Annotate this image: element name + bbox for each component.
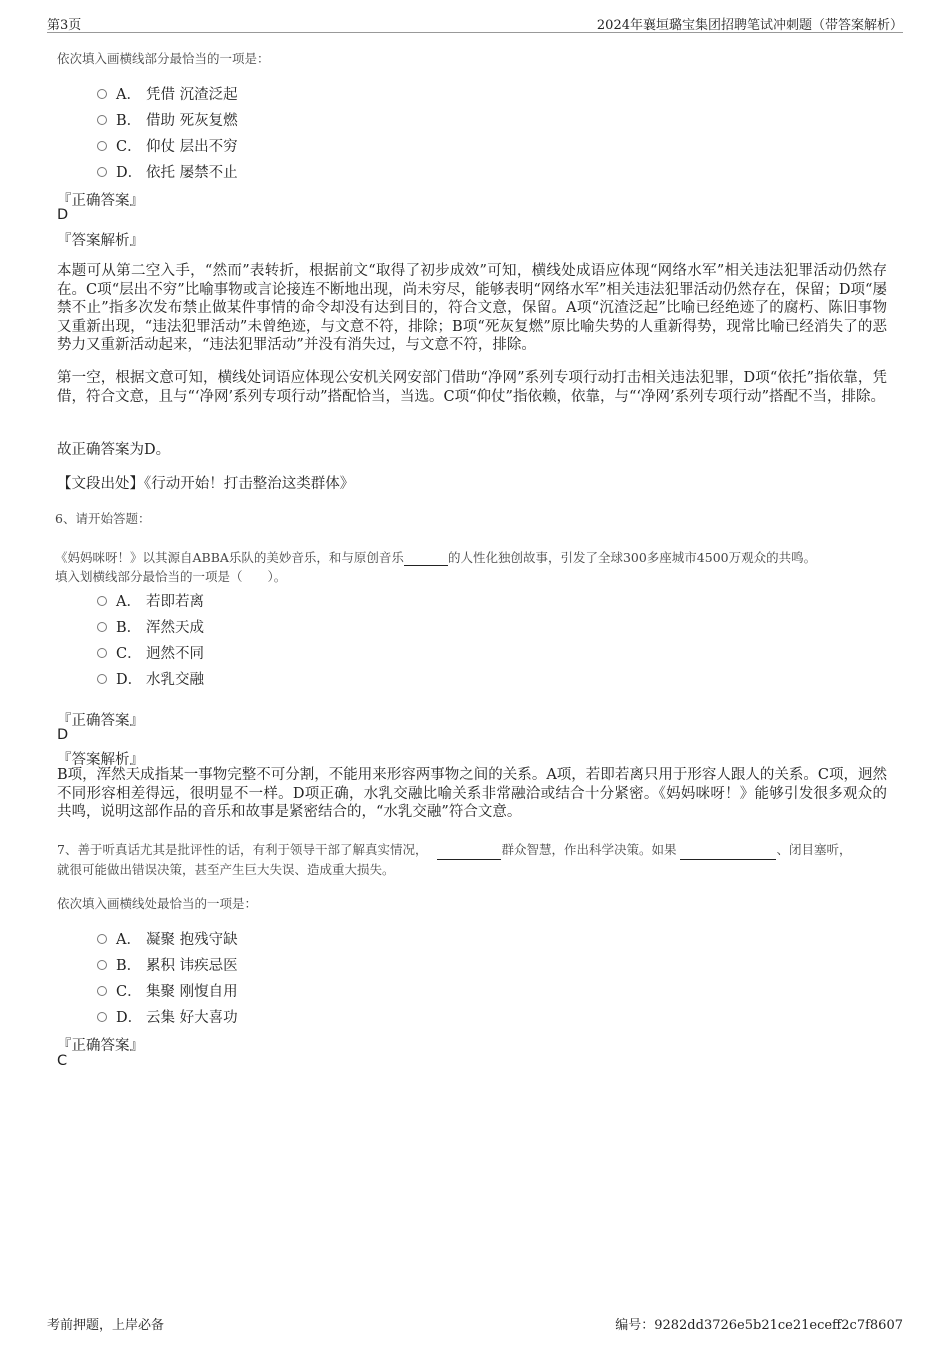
q6-analysis: B项，浑然天成指某一事物完整不可分割，不能用来形容两事物之间的关系。A项，若即若离只用于形容人跟人的关系。C项，迥然不同形容相差得远，很明显不一样。D项正确，水乳交融比喻关系非常融洽或结合十分紧密。《妈妈咪呀！》能够引发很多观众的共鸣，说明这部作品的音乐和故事是紧密结合的，“水乳交融”符合文意。 [57, 767, 887, 820]
radio-icon[interactable] [97, 167, 107, 177]
radio-icon[interactable] [97, 1012, 107, 1022]
page-number: 第3页 [47, 18, 82, 33]
q6-answer: D [57, 727, 69, 743]
q5-analysis-p2: 第一空，根据文意可知，横线处词语应体现公安机关网安部门借助“净网”系列专项行动打击相关违法犯罪，D项“依托”指依靠，凭借，符合文意，且与“‘净网’系列专项行动”搭配恰当，当选。C项“仰仗”指依赖，依靠，与“‘净网’系列专项行动”搭配不当，排除。 [57, 370, 887, 405]
radio-icon[interactable] [97, 960, 107, 970]
blank-line [404, 550, 448, 566]
q6-instruction: 填入划横线部分最恰当的一项是（ ）。 [55, 569, 287, 584]
q7-option-a[interactable]: A． 凝聚 抱残守缺 [97, 928, 238, 949]
blank-line [680, 840, 776, 860]
document-title: 2024年襄垣璐宝集团招聘笔试冲刺题（带答案解析） [596, 18, 903, 33]
q6-stem: 《妈妈咪呀！》以其源自ABBA乐队的美妙音乐，和与原创音乐 的人性化独创故事，引发了全球300多座城市4500万观众的共鸣。 [55, 550, 817, 565]
radio-icon[interactable] [97, 115, 107, 125]
q5-option-b[interactable]: B． 借助 死灰复燃 [97, 109, 238, 130]
q7-option-d[interactable]: D． 云集 好大喜功 [97, 1006, 238, 1027]
radio-icon[interactable] [97, 89, 107, 99]
blank-line [437, 840, 501, 860]
radio-icon[interactable] [97, 596, 107, 606]
radio-icon[interactable] [97, 141, 107, 151]
q7-option-c[interactable]: C． 集聚 刚愎自用 [97, 980, 238, 1001]
q6-answer-label: 『正确答案』 [57, 713, 144, 729]
radio-icon[interactable] [97, 648, 107, 658]
q5-conclusion: 故正确答案为D。 [57, 442, 171, 458]
radio-icon[interactable] [97, 934, 107, 944]
q5-answer-label: 『正确答案』 [57, 193, 144, 209]
q6-option-a[interactable]: A． 若即若离 [97, 590, 204, 611]
document-id: 编号：9282dd3726e5b21ce21eceff2c7f8607 [615, 1318, 903, 1333]
q6-analysis-label: 『答案解析』 [57, 752, 144, 768]
q5-analysis-label: 『答案解析』 [57, 233, 144, 249]
q6-option-b[interactable]: B． 浑然天成 [97, 616, 204, 637]
radio-icon[interactable] [97, 986, 107, 996]
q7-stem: 7、善于听真话尤其是批评性的话，有利于领导干部了解真实情况， 群众智慧，作出科学决策。如果 、闭目塞听， 就很可能做出错误决策，甚至产生巨大失误、造成重大损失。 [57, 842, 852, 877]
q6-prompt: 6、请开始答题： [55, 511, 151, 526]
q7-answer: C [57, 1053, 68, 1069]
radio-icon[interactable] [97, 674, 107, 684]
q6-option-c[interactable]: C． 迥然不同 [97, 642, 204, 663]
q5-answer: D [57, 207, 69, 223]
q7-instruction: 依次填入画横线处最恰当的一项是： [57, 896, 258, 911]
q5-analysis-p1: 本题可从第二空入手，“然而”表转折，根据前文“取得了初步成效”可知，横线处成语应体现“网络水军”相关违法犯罪活动仍然存在。C项“层出不穷”比喻事物或言论接连不断地出现，尚未穷尽，能够表明“网络水军”相关违法犯罪活动仍然存在，保留；D项“屡禁不止”指多次发布禁止做某件事情的命令却没有达到目的，符合文意，保留。A项“沉渣泛起”比喻已经绝迹了的腐朽、陈旧事物又重新出现，“违法犯罪活动”未曾绝迹，与文意不符，排除；B项“死灰复燃”原比喻失势的人重新得势，现常比喻已经消失了的恶势力又重新活动起来，“违法犯罪活动”并没有消失过，与文意不符，排除。 [57, 263, 887, 353]
footer-slogan: 考前押题，上岸必备 [47, 1318, 165, 1333]
q7-answer-label: 『正确答案』 [57, 1038, 144, 1054]
q5-source: 【文段出处】《行动开始！打击整治这类群体》 [57, 476, 355, 492]
q5-option-d[interactable]: D． 依托 屡禁不止 [97, 161, 238, 182]
radio-icon[interactable] [97, 622, 107, 632]
q5-instruction: 依次填入画横线部分最恰当的一项是： [57, 51, 270, 66]
q6-option-d[interactable]: D． 水乳交融 [97, 668, 204, 689]
page-header [47, 14, 903, 33]
q5-option-a[interactable]: A． 凭借 沉渣泛起 [97, 83, 238, 104]
q7-option-b[interactable]: B． 累积 讳疾忌医 [97, 954, 238, 975]
q5-option-c[interactable]: C． 仰仗 层出不穷 [97, 135, 238, 156]
